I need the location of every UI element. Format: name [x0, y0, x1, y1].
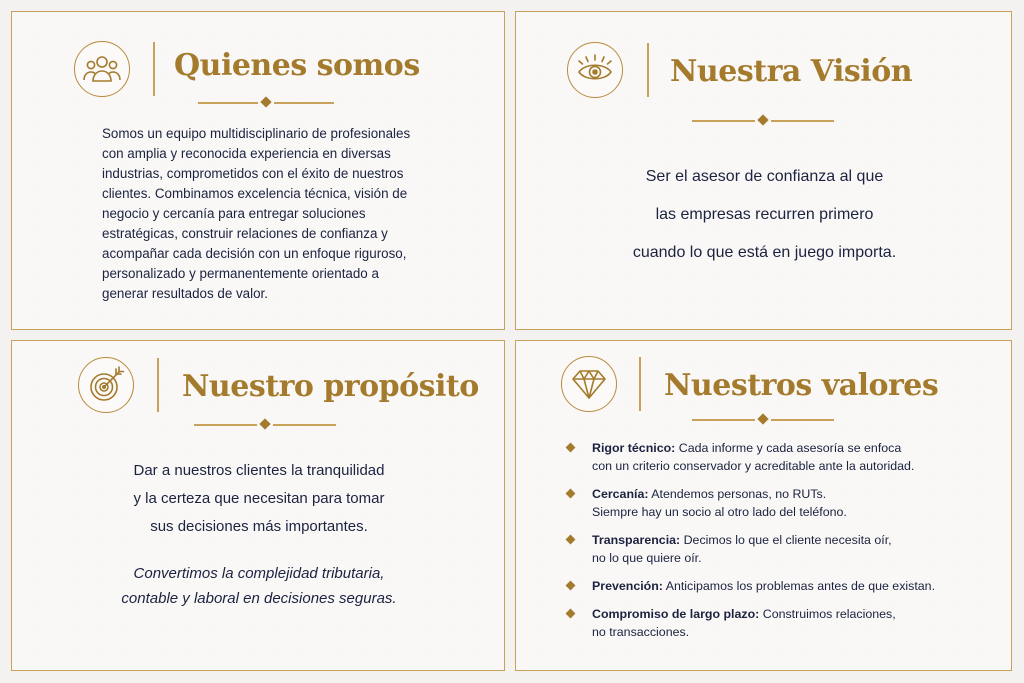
value-name: Compromiso de largo plazo:: [592, 607, 760, 621]
team-icon: [74, 41, 130, 97]
ornament-divider: [198, 98, 334, 108]
card-nuestra-vision: [515, 11, 1012, 330]
value-text: Construimos relaciones,: [762, 607, 896, 621]
value-name: Prevención:: [592, 579, 663, 593]
value-text: Cada informe y cada asesoría se enfoca: [678, 441, 902, 455]
purpose-statement: Dar a nuestros clientes la tranquilidad y la certeza que necesitan para tomar sus decisiones más importantes.: [133, 462, 385, 535]
ornament-divider: [194, 420, 336, 430]
list-item: [566, 531, 996, 567]
section-title: Nuestra Visión: [670, 54, 913, 89]
title-separator: [157, 358, 159, 412]
card-quienes-somos: [11, 11, 505, 330]
value-text-cont: con un criterio conservador y acreditable ante la autoridad.: [592, 459, 915, 473]
diamond-bullet-icon: [566, 535, 576, 545]
value-text-cont: no transacciones.: [592, 625, 690, 639]
diamond-bullet-icon: [566, 581, 576, 591]
value-text: Decimos lo que el cliente necesita oír,: [683, 533, 892, 547]
purpose-tagline: Convertimos la complejidad tributaria, contable y laboral en decisiones seguras.: [121, 565, 397, 607]
list-item: [566, 577, 996, 595]
about-paragraph: Somos un equipo multidisciplinario de profesionales con amplia y reconocida experiencia en diversas industrias, comprometidos con el éxito de nuestros clientes. Combinamos excelencia técnica, visión de negocio y cercanía para entregar soluciones estratégicas, construir relaciones de confianza y acompañar cada decisión con un enfoque riguroso, personalizado y permanentemente orientado a generar resultados de valor.: [102, 126, 411, 301]
eye-icon: [567, 42, 623, 98]
title-separator: [647, 43, 649, 97]
ornament-divider: [692, 415, 834, 425]
value-text: Anticipamos los problemas antes de que existan.: [665, 579, 936, 593]
diamond-bullet-icon: [566, 609, 576, 619]
section-title: Quienes somos: [174, 48, 420, 83]
diamond-bullet-icon: [566, 443, 576, 453]
value-name: Cercanía:: [592, 487, 649, 501]
title-separator: [153, 42, 155, 96]
value-text-cont: no lo que quiere oír.: [592, 551, 702, 565]
list-item: [566, 485, 996, 521]
diamond-icon: [561, 356, 617, 412]
section-title: Nuestro propósito: [182, 369, 479, 404]
title-separator: [639, 357, 641, 411]
value-text: Atendemos personas, no RUTs.: [651, 487, 827, 501]
vision-statement: Ser el asesor de confianza al que las empresas recurren primero cuando lo que está en juego importa.: [632, 168, 897, 261]
target-icon: [78, 357, 134, 413]
values-list: [566, 439, 996, 651]
list-item: [566, 439, 996, 475]
card-nuestro-proposito: [11, 340, 505, 671]
section-title: Nuestros valores: [664, 368, 939, 403]
value-text-cont: Siempre hay un socio al otro lado del teléfono.: [592, 505, 847, 519]
value-name: Transparencia:: [592, 533, 681, 547]
ornament-divider: [692, 116, 834, 126]
list-item: [566, 605, 996, 641]
diamond-bullet-icon: [566, 489, 576, 499]
card-nuestros-valores: [515, 340, 1012, 671]
value-name: Rigor técnico:: [592, 441, 676, 455]
